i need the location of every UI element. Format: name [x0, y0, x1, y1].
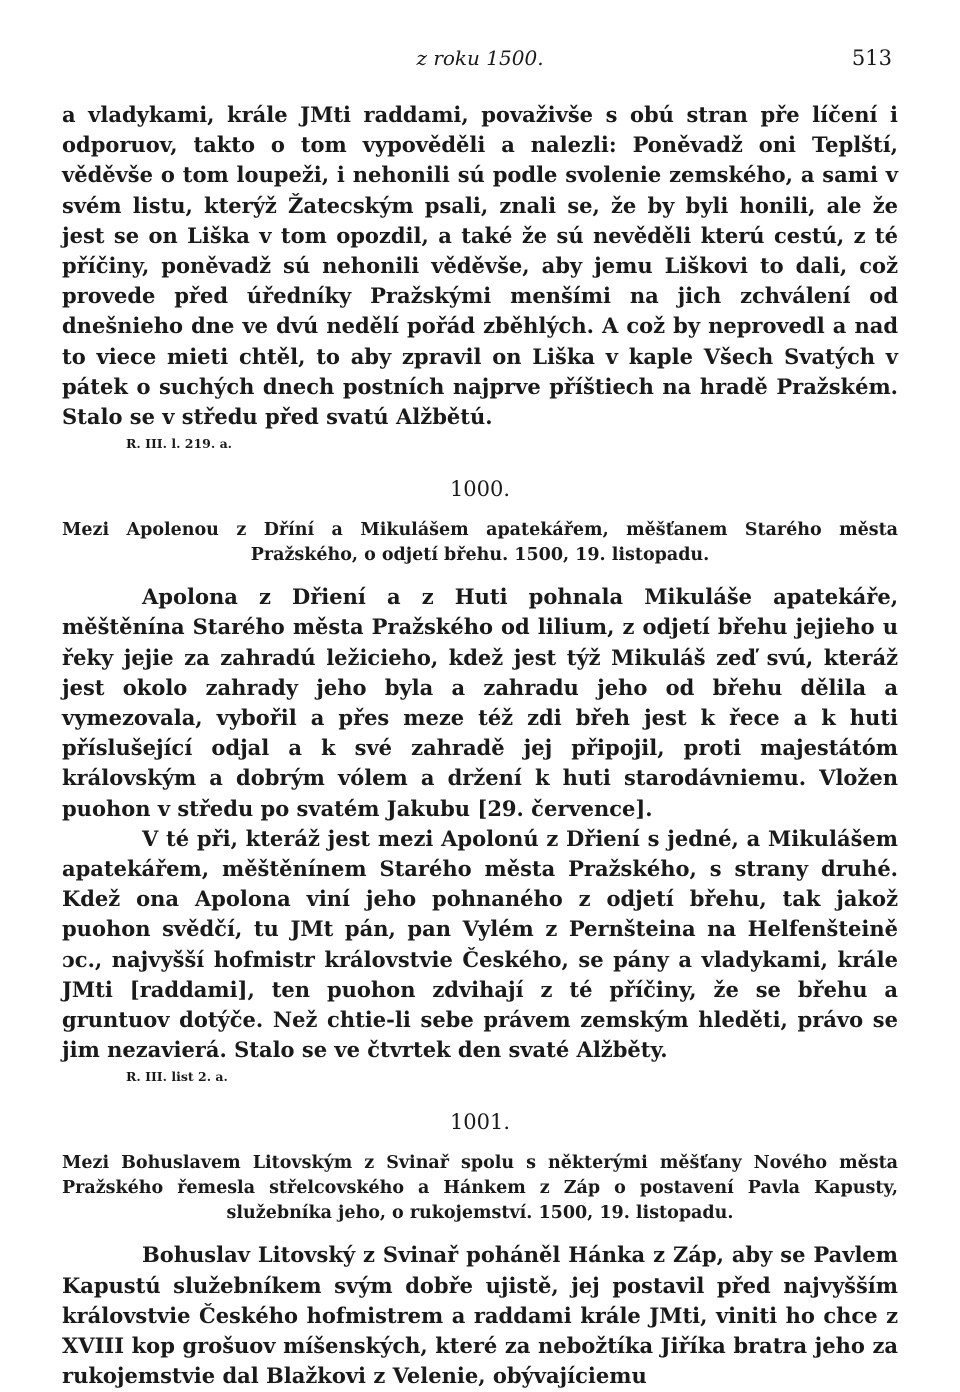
- document-summary-1000: Mezi Apolenou z Dříní a Mikulášem apatekářem, měšťanem Starého města Pražského, o odjetí břehu. 1500, 19. listopadu.: [62, 520, 898, 566]
- page-number: 513: [851, 46, 892, 70]
- intro-paragraph: a vladykami, krále JMti raddami, považivše s obú stran pře líčení i odporuov, takto o tom vypověděli a nalezli: Poněvadž oni Teplští, věděvše o tom loupeži, i nehonili sú podle svolenie zemského, a sami v svém listu, kterýž Žatecským psali, znali se, že by byli honili, ale že jest se on Liška v tom opozdil, a také že sú nevěděli kterú cestú, z té příčiny, poněvadž sú nehonili věděvše, aby jemu Liškovi to dali, což provede před úředníky Pražskými menšími na jich zchválení od dnešnieho dne ve dvú nedělí pořád zběhlých. A což by neprovedl a nad to viece mieti chtěl, to aby zpravil on Liška v kaple Všech Svatých v pátek o suchých dnech postních najprve příštiech na hradě Pražském. Stalo se v středu před svatú Alžbětú.: [62, 102, 898, 430]
- document-1000-paragraph-1: Apolona z Dřiení a z Huti pohnala Mikuláše apatekáře, měštěnína Starého města Pražského od lilium, z odjetí břehu jejieho u řeky jejie za zahradú ležicieho, kdež jest týž Mikuláš zeď svú, kteráž jest okolo zahrady jeho byla a zahradu jeho od břehu dělila a vymezovala, vybořil a přes meze též zdi břeh jest k řece a k huti příslušející odjal a k své zahradě jej připojil, proti majestátóm královským a dobrým vólem a držení k huti starodávniemu. Vložen puohon v středu po svatém Jakubu [29. července].: [62, 584, 898, 821]
- document-1000-paragraph-2: V té při, kteráž jest mezi Apolonú z Dřiení s jedné, a Mikulášem apatekářem, měštěnínem Starého města Pražského, s strany druhé. Kdež ona Apolona viní jeho pohnaného z odjetí břehu, tak jakož puohon svědčí, tu JMt pán, pan Vylém z Pernšteina na Helfenšteině ɔc., najvyšší hofmistr královstvie Českého, se pány a vladykami, krále JMti [raddami], ten puohon zdvihají z té příčiny, že se břehu a gruntuov dotýče. Než chtie-li sebe právem zemským hleděti, právo se jim nezavierá. Stalo se ve čtvrtek den svaté Alžběty.: [62, 825, 898, 1063]
- document-number-1001: 1001.: [449, 1110, 511, 1135]
- document-summary-1001: Mezi Bohuslavem Litovským z Svinař spolu s některými měšťany Nového města Pražského řemesla střelcovského a Hánkem z Záp o postavení Pavla Kapusty, služebníka jeho, o rukojemství. 1500, 19. listopadu.: [62, 1153, 898, 1224]
- document-page: [62, 40, 898, 1392]
- running-header: [62, 40, 898, 72]
- document-1001-paragraph-1: Bohuslav Litovský z Svinař poháněl Hánka z Záp, aby se Pavlem Kapustú služebníkem svým dobře ujistě, jej postavil před najvyšším královstvie Českého hofmistrem a raddami krále JMti, viniti ho chce z XVIII kop grošuov míšenských, které za nebožtíka Jiříka bratra jeho za rukojemstvie dal Blažkovi z Velenie, obývajíciemu: [62, 1242, 898, 1389]
- source-reference: R. III. l. 219. a.: [126, 436, 233, 452]
- running-title: z roku 1500.: [416, 46, 544, 70]
- document-number-1000: 1000.: [449, 477, 511, 502]
- source-reference: R. III. list 2. a.: [126, 1069, 228, 1085]
